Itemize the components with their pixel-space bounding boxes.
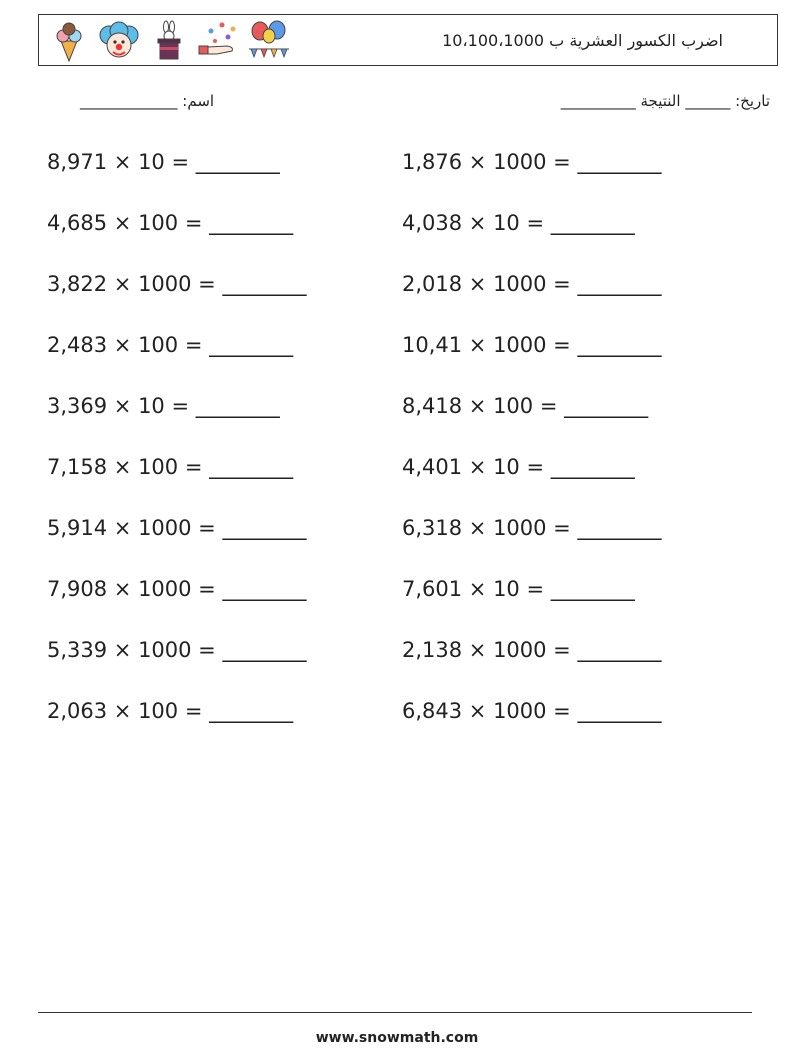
problem-right-5: 8,418 × 100 = ________ (402, 394, 649, 418)
header-box (38, 14, 778, 66)
juggling-hand-icon (197, 19, 241, 63)
name-blank: _____________ (80, 92, 178, 110)
problem-left-5: 3,369 × 10 = ________ (47, 394, 280, 418)
name-line (80, 92, 214, 110)
problem-left-8: 7,908 × 1000 = ________ (47, 577, 307, 601)
score-label: النتيجة (640, 92, 681, 110)
problem-left-7: 5,914 × 1000 = ________ (47, 516, 307, 540)
score-blank: __________ (560, 92, 636, 110)
problem-right-8: 7,601 × 10 = ________ (402, 577, 635, 601)
worksheet-title: اضرب الكسور العشرية ب 10،100،1000 (442, 31, 723, 50)
problem-right-2: 4,038 × 10 = ________ (402, 211, 635, 235)
problem-left-3: 3,822 × 1000 = ________ (47, 272, 307, 296)
problem-right-1: 1,876 × 1000 = ________ (402, 150, 662, 174)
problem-left-2: 4,685 × 100 = ________ (47, 211, 294, 235)
problem-right-7: 6,318 × 1000 = ________ (402, 516, 662, 540)
footer-url: www.snowmath.com (315, 1030, 479, 1046)
magic-hat-icon (147, 19, 191, 63)
date-score-line (561, 92, 770, 110)
ice-cream-icon (47, 19, 91, 63)
name-label: اسم: (182, 92, 215, 110)
date-label: تاريخ: (735, 92, 770, 110)
footer-divider (38, 1012, 752, 1013)
balloons-icon (247, 19, 291, 63)
clown-icon (97, 19, 141, 63)
problem-right-10: 6,843 × 1000 = ________ (402, 699, 662, 723)
problem-right-4: 10,41 × 1000 = ________ (402, 333, 662, 357)
problem-right-9: 2,138 × 1000 = ________ (402, 638, 662, 662)
problem-left-1: 8,971 × 10 = ________ (47, 150, 280, 174)
problem-right-6: 4,401 × 10 = ________ (402, 455, 635, 479)
problem-right-3: 2,018 × 1000 = ________ (402, 272, 662, 296)
problem-left-6: 7,158 × 100 = ________ (47, 455, 294, 479)
date-blank: ______ (685, 92, 731, 110)
problem-left-4: 2,483 × 100 = ________ (47, 333, 294, 357)
problem-left-9: 5,339 × 1000 = ________ (47, 638, 307, 662)
header-icons (47, 19, 291, 63)
problem-left-10: 2,063 × 100 = ________ (47, 699, 294, 723)
